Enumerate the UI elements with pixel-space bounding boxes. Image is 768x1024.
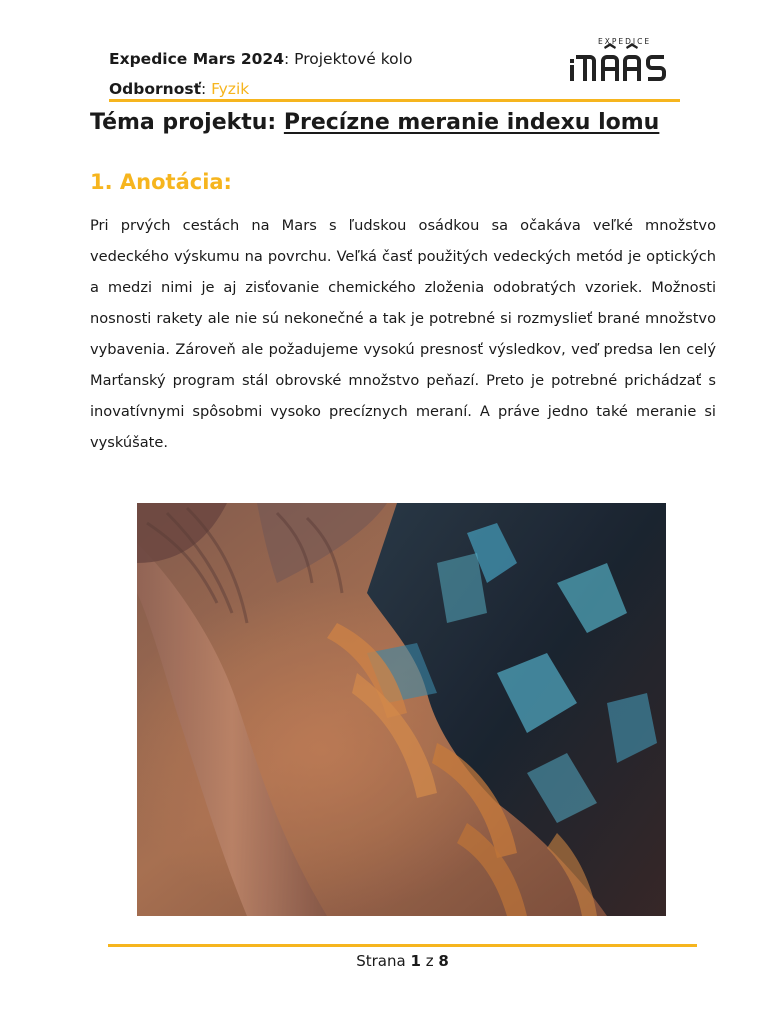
page-current: 1 xyxy=(410,952,421,970)
logo-small-text: EXPEDICE xyxy=(598,37,652,46)
event-round: : Projektové kolo xyxy=(284,50,413,68)
page-separator: z xyxy=(425,952,434,970)
expertise-label: Odbornosť xyxy=(109,80,201,98)
footer-divider xyxy=(108,944,697,947)
page-word: Strana xyxy=(356,952,406,970)
title-prefix: Téma projektu: xyxy=(90,110,284,135)
title-topic: Precízne meranie indexu lomu xyxy=(283,110,660,135)
page-footer xyxy=(0,952,768,970)
project-title xyxy=(90,110,659,135)
expedice-mars-logo xyxy=(568,37,678,87)
section-heading: 1. Anotácia: xyxy=(90,170,232,194)
event-name: Expedice Mars 2024 xyxy=(109,50,284,68)
page-total: 8 xyxy=(438,952,449,970)
expertise-value: Fyzik xyxy=(211,80,250,98)
mars-surface-photo xyxy=(137,503,666,916)
mars-surface-image xyxy=(137,503,666,916)
expertise-separator: : xyxy=(200,80,212,98)
header-divider xyxy=(109,99,680,102)
annotation-paragraph: Pri prvých cestách na Mars s ľudskou osádkou sa očakáva veľké množstvo vedeckého výskumu na povrchu. Veľká časť použitých vedeckých metód je optických a medzi nimi je aj zisťovanie chemického zloženia odobratých vzoriek. Možnosti nosnosti rakety ale nie sú nekonečné a tak je potrebné si rozmyslieť brané množstvo vybavenia. Zároveň ale požadujeme vysokú presnosť výsledkov, veď predsa len celý Marťanský program stál obrovské množstvo peňazí. Preto je potrebné prichádzať s inovatívnymi spôsobmi vysoko precíznych meraní. A práve jedno také meranie si vyskúšate. xyxy=(90,217,716,451)
